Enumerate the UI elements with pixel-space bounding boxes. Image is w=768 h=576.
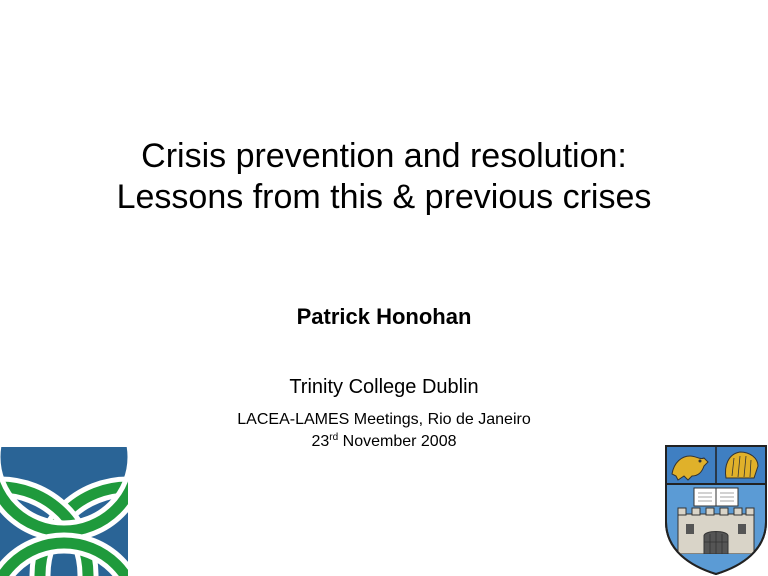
affiliation: Trinity College Dublin: [289, 376, 479, 398]
event-name: LACEA-LAMES Meetings, Rio de Janeiro: [237, 411, 531, 428]
interlocking-arcs-logo-icon: [0, 447, 128, 576]
author-name: Patrick Honohan: [296, 304, 472, 329]
title-line-2: Lessons from this & previous crises: [116, 178, 652, 216]
slide-title: [40, 136, 728, 218]
date-rest: November 2008: [338, 433, 457, 450]
title-line-1: Crisis prevention and resolution:: [141, 137, 627, 175]
date-suffix: rd: [329, 432, 339, 443]
trinity-college-crest-icon: [664, 444, 768, 576]
date-day: 23: [311, 433, 330, 450]
